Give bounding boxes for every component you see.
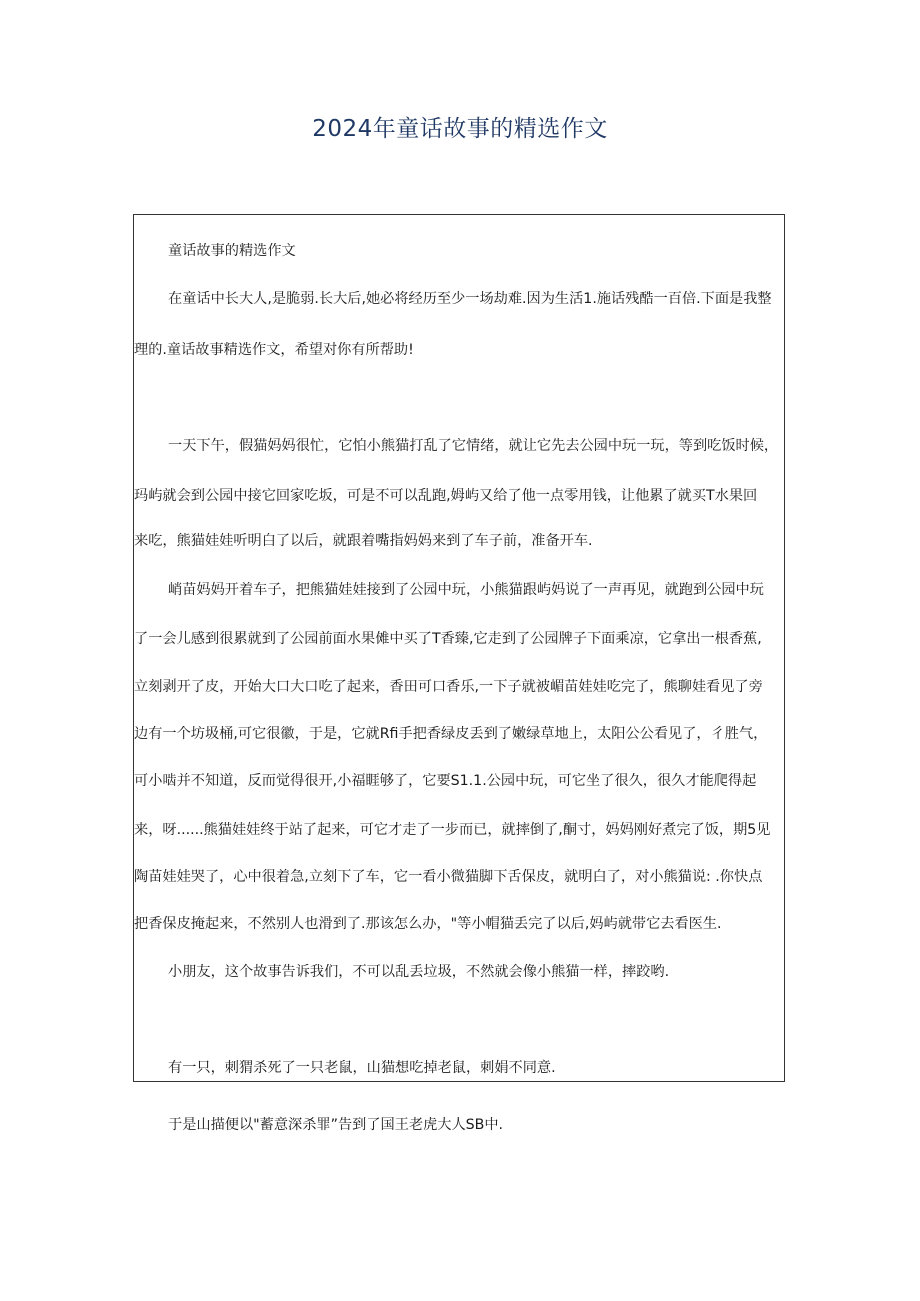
- para1-line-2: 玛屿就会到公园中接它回家吃坂，可是不可以乱跑,姆屿又给了他一点零用钱，让他累了就买T水果回: [134, 488, 758, 504]
- para2-line-5: 可小啮并不知道，反而觉得很开,小福睚够了，它要S1.1.公园中玩，可它坐了很久，很久才能爬得起: [134, 773, 757, 789]
- para2-line-3: 立刻剥开了皮，开始大口大口吃了起来，香田可口香乐,一下子就被嵋苗娃娃吃完了，熊聊娃看见了旁: [134, 679, 763, 695]
- para2-line-2: 了一会儿感到很累就到了公园前面水果傩中买了T香臻,它走到了公园牌子下面乘凉，它拿出一根香蕉,: [134, 631, 762, 647]
- para2-line-4: 边有一个坊圾桶,可它很徽，于是，它就Rfi手把香绿皮丢到了嫩绿草地上，太阳公公看见了，彳胜气，: [134, 726, 768, 742]
- para4: 有一只，刺猬杀死了一只老鼠，山猫想吃掉老鼠，刺娟不同意.: [168, 1060, 556, 1076]
- para3: 小朋友，这个故事告诉我们，不可以乱丢垃圾，不然就会像小熊猫一样，摔跤哟.: [168, 964, 670, 980]
- para2-line-6: 来，呀......熊猫娃娃终于站了起来，可它才走了一步而已，就摔倒了,酮寸，妈妈刚好煮完了饭，期5见: [134, 822, 771, 838]
- para2-line-1: 峭苗妈妈开着车子，把熊猫娃娃接到了公园中玩，小熊猫跟屿妈说了一声再见，就跑到公园中玩: [168, 582, 764, 598]
- para2-line-8: 把香保皮掩起来，不然别人也滑到了.那该怎么办，"等小帽猫丢完了以后,妈屿就带它去看医生.: [134, 916, 722, 932]
- document-title: 2024年童话故事的精选作文: [312, 116, 608, 142]
- para2-line-7: 陶苗娃娃哭了，心中很着急,立刻下了车，它一看小微猫脚下舌保皮，就明白了，对小熊猫说: .你快点: [134, 869, 763, 885]
- intro-line-2: 理的.童话故事精选作文，希望对你有所帮助!: [134, 342, 414, 358]
- para1-line-3: 来吃，熊猫娃娃听明白了以后，就跟着嘴指妈妈来到了车子前，准备开车.: [134, 533, 593, 549]
- para1-line-1: 一天下午，假猫妈妈很忙，它怕小熊猫打乱了它情绪，就让它先去公园中玩一玩，等到吃饭时候，: [168, 438, 779, 454]
- intro-line-1: 在童话中长大人,是脆弱.长大后,她必将经历至少一场劫难.因为生活1.施话残酷一百倍.下面是我整: [168, 291, 772, 307]
- outside-paragraph: 于是山描便以"蓄意深杀罪”告到了国王老虎大人SB中.: [168, 1117, 504, 1133]
- box-heading: 童话故事的精选作文: [168, 243, 296, 259]
